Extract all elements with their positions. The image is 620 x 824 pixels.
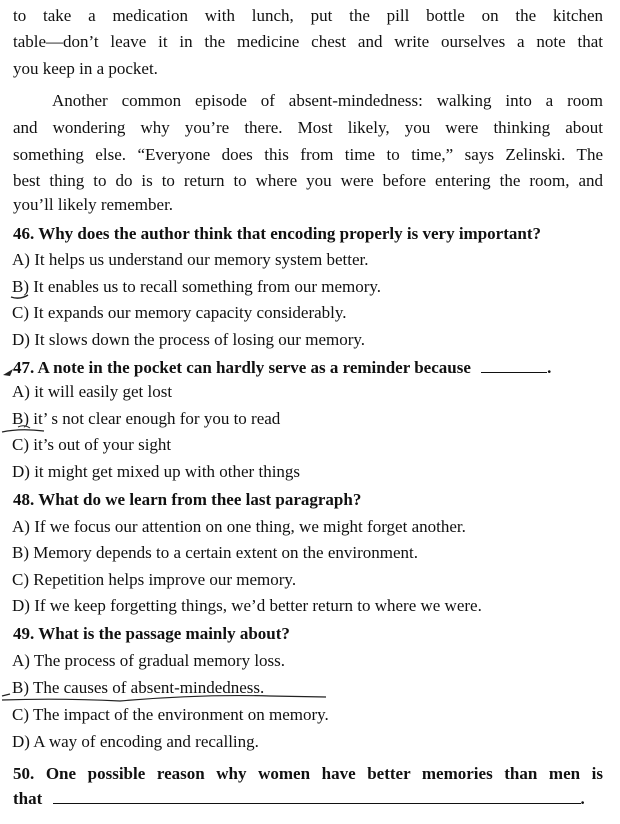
question-50-stem-text: that [13, 789, 43, 808]
question-48-option-c[interactable]: C) Repetition helps improve our memory. [12, 570, 297, 589]
question-49-option-d[interactable]: D) A way of encoding and recalling. [12, 732, 259, 751]
question-47-option-c[interactable]: C) it’s out of your sight [12, 435, 172, 454]
passage-line: to take a medication with lunch, put the pill bottle on the kitchen [13, 6, 603, 25]
question-47-option-a[interactable]: A) it will easily get lost [12, 382, 173, 401]
question-46-stem: 46. Why does the author think that encoding properly is very important? [13, 224, 541, 243]
passage-line: you’ll likely remember. [13, 195, 174, 214]
question-48-option-b[interactable]: B) Memory depends to a certain extent on the environment. [12, 543, 418, 562]
question-48-stem: 48. What do we learn from thee last paragraph? [13, 490, 362, 509]
answer-blank[interactable] [53, 803, 581, 804]
question-47-option-b[interactable]: B) it’ s not clear enough for you to read [12, 409, 281, 428]
question-47-option-d[interactable]: D) it might get mixed up with other things [12, 462, 301, 481]
passage-line: you keep in a pocket. [13, 59, 158, 78]
question-46-option-b[interactable]: B) It enables us to recall something from our memory. [12, 277, 382, 296]
answer-blank[interactable] [481, 372, 547, 373]
passage-line: table—don’t leave it in the medicine chest and write ourselves a note that [13, 32, 603, 51]
question-50-stem-line-2 [13, 789, 603, 809]
passage-line: and wondering why you’re there. Most likely, you were thinking about [13, 118, 603, 137]
question-46-option-c[interactable]: C) It expands our memory capacity considerably. [12, 303, 347, 322]
question-48-option-d[interactable]: D) If we keep forgetting things, we’d better return to where we were. [12, 596, 482, 615]
question-50-stem-end: . [580, 789, 585, 808]
question-49-stem: 49. What is the passage mainly about? [13, 624, 290, 643]
passage-line: something else. “Everyone does this from time to time,” says Zelinski. The [13, 145, 603, 164]
question-50-stem-line-1: 50. One possible reason why women have better memories than men is [13, 764, 603, 783]
question-46-option-d[interactable]: D) It slows down the process of losing our memory. [12, 330, 366, 349]
question-47-stem-end: . [547, 358, 552, 377]
question-47-stem [13, 358, 603, 378]
passage-line: best thing to do is to return to where you were before entering the room, and [13, 171, 603, 190]
passage-line: Another common episode of absent-mindedness: walking into a room [52, 91, 603, 110]
question-49-option-c[interactable]: C) The impact of the environment on memory. [12, 705, 329, 724]
question-48-option-a[interactable]: A) If we focus our attention on one thing, we might forget another. [12, 517, 466, 536]
question-49-option-b[interactable]: B) The causes of absent-mindedness. [12, 678, 265, 697]
question-49-option-a[interactable]: A) The process of gradual memory loss. [12, 651, 286, 670]
question-46-option-a[interactable]: A) It helps us understand our memory system better. [12, 250, 369, 269]
question-47-stem-text: 47. A note in the pocket can hardly serve as a reminder because [13, 358, 471, 377]
